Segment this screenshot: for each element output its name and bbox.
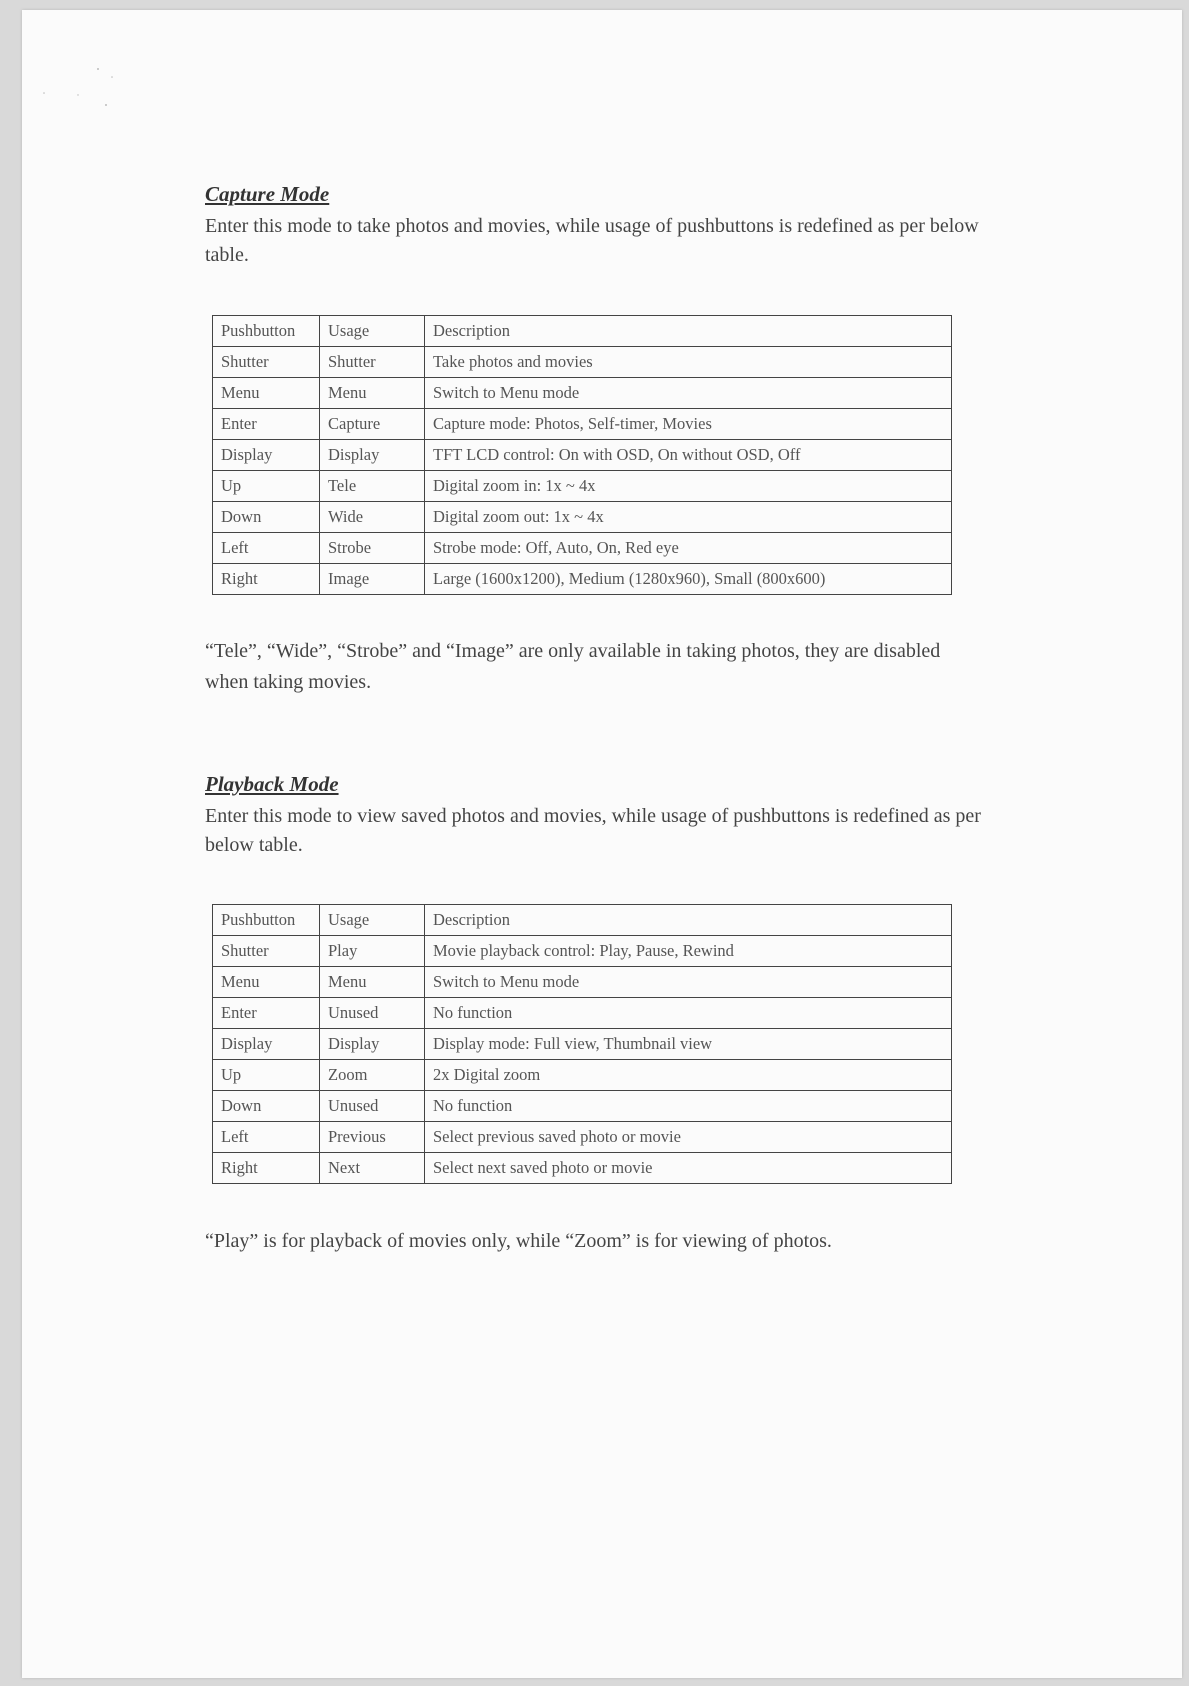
capture-table-wrapper [205,315,985,595]
table-cell: Image [320,564,425,595]
table-cell: Right [213,564,320,595]
table-cell: Menu [320,378,425,409]
table-header-cell: Pushbutton [213,905,320,936]
table-header-cell: Description [425,316,952,347]
table-cell: Wide [320,502,425,533]
table-cell: Select next saved photo or movie [425,1153,952,1184]
playback-intro-text: Enter this mode to view saved photos and movies, while usage of pushbuttons is redefined as per below table. [205,805,981,856]
table-cell: Unused [320,1091,425,1122]
table-cell: Capture [320,409,425,440]
table-header-row [213,316,952,347]
table-cell: Enter [213,409,320,440]
capture-mode-heading: Capture Mode [205,182,330,206]
capture-button-table [212,315,952,595]
table-cell: Capture mode: Photos, Self-timer, Movies [425,409,952,440]
table-row [213,936,952,967]
capture-section [205,180,985,270]
table-cell: Previous [320,1122,425,1153]
table-header-cell: Usage [320,905,425,936]
table-row [213,533,952,564]
playback-table-wrapper [205,904,985,1184]
table-header-row [213,905,952,936]
table-cell: Display [213,1029,320,1060]
table-cell: Digital zoom out: 1x ~ 4x [425,502,952,533]
table-cell: Strobe mode: Off, Auto, On, Red eye [425,533,952,564]
table-cell: Next [320,1153,425,1184]
table-row [213,502,952,533]
playback-note-wrapper [205,1226,985,1257]
table-cell: Strobe [320,533,425,564]
table-cell: Switch to Menu mode [425,967,952,998]
scan-specks [30,65,120,125]
table-cell: Left [213,1122,320,1153]
table-cell: Movie playback control: Play, Pause, Rewind [425,936,952,967]
table-header-cell: Pushbutton [213,316,320,347]
capture-note-wrapper [205,636,985,698]
table-header-cell: Usage [320,316,425,347]
table-cell: Take photos and movies [425,347,952,378]
table-cell: Display mode: Full view, Thumbnail view [425,1029,952,1060]
table-header-cell: Description [425,905,952,936]
table-cell: Switch to Menu mode [425,378,952,409]
table-row [213,1122,952,1153]
table-cell: Play [320,936,425,967]
table-cell: TFT LCD control: On with OSD, On without OSD, Off [425,440,952,471]
table-cell: Display [320,440,425,471]
table-row [213,564,952,595]
table-cell: Unused [320,998,425,1029]
capture-intro-text: Enter this mode to take photos and movies, while usage of pushbuttons is redefined as per below table. [205,215,979,266]
table-row [213,998,952,1029]
table-cell: Enter [213,998,320,1029]
table-cell: Up [213,471,320,502]
table-cell: Tele [320,471,425,502]
table-cell: Left [213,533,320,564]
table-cell: Down [213,1091,320,1122]
table-row [213,1153,952,1184]
table-cell: Shutter [320,347,425,378]
table-cell: No function [425,1091,952,1122]
table-cell: Shutter [213,347,320,378]
table-cell: Select previous saved photo or movie [425,1122,952,1153]
playback-button-table [212,904,952,1184]
table-cell: Display [320,1029,425,1060]
capture-note-text: “Tele”, “Wide”, “Strobe” and “Image” are only available in taking photos, they are disabled when taking movies. [205,640,941,693]
table-cell: Display [213,440,320,471]
table-cell: 2x Digital zoom [425,1060,952,1091]
table-cell: Menu [320,967,425,998]
table-cell: No function [425,998,952,1029]
table-row [213,347,952,378]
table-cell: Up [213,1060,320,1091]
table-row [213,409,952,440]
table-row [213,967,952,998]
table-cell: Down [213,502,320,533]
table-cell: Shutter [213,936,320,967]
table-row [213,1060,952,1091]
table-row [213,471,952,502]
table-cell: Menu [213,378,320,409]
table-cell: Right [213,1153,320,1184]
table-cell: Zoom [320,1060,425,1091]
table-row [213,378,952,409]
playback-mode-heading: Playback Mode [205,772,339,796]
playback-note-text: “Play” is for playback of movies only, while “Zoom” is for viewing of photos. [205,1230,832,1252]
table-row [213,1029,952,1060]
table-row [213,1091,952,1122]
table-cell: Large (1600x1200), Medium (1280x960), Small (800x600) [425,564,952,595]
playback-section [205,770,985,860]
table-cell: Menu [213,967,320,998]
table-cell: Digital zoom in: 1x ~ 4x [425,471,952,502]
table-row [213,440,952,471]
